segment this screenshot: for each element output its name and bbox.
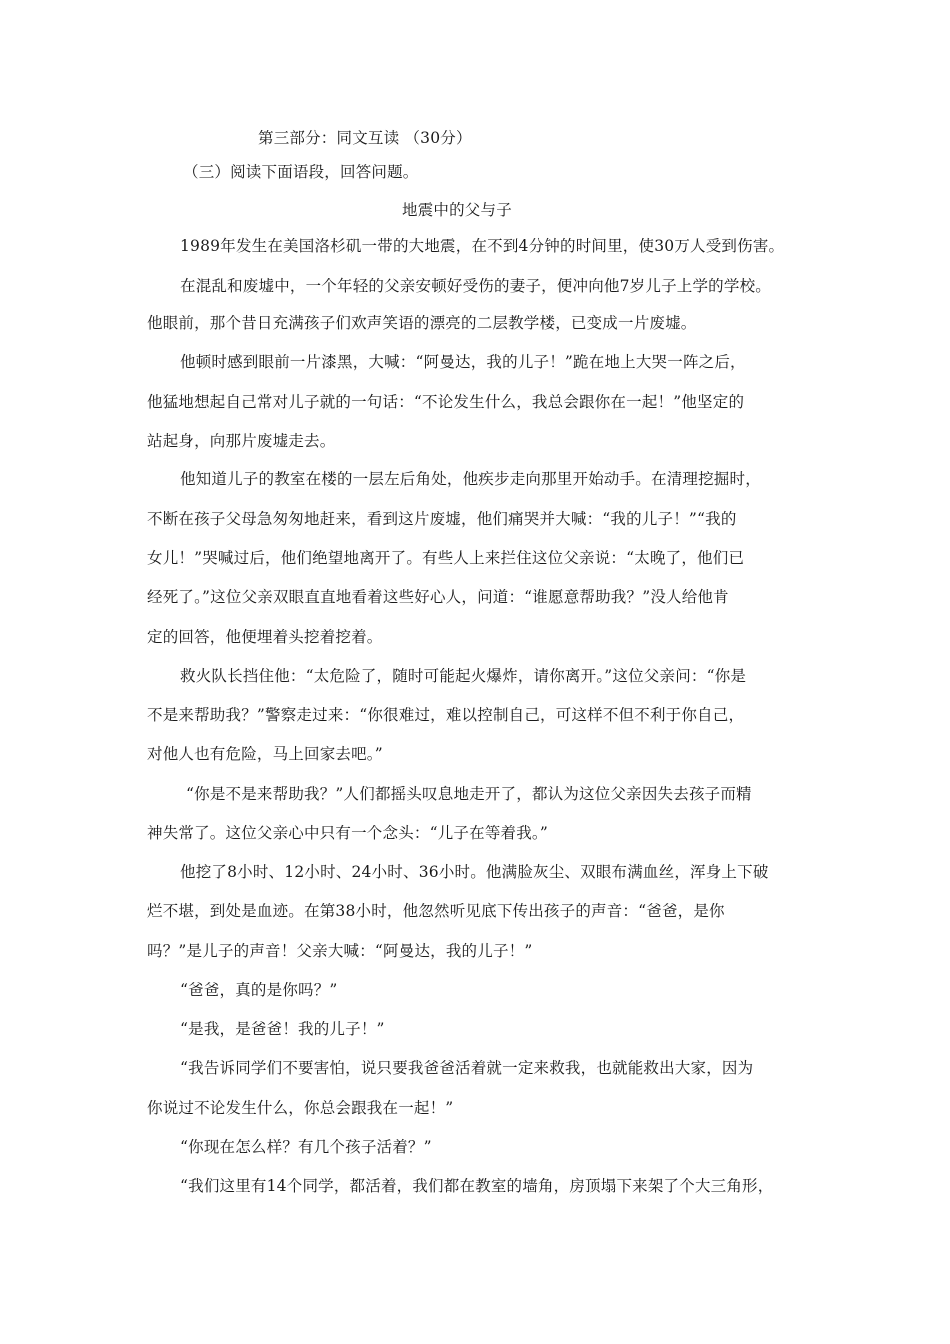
paragraph-line: “我们这里有14个同学，都活着，我们都在教室的墙角，房顶塌下来架了个大三角形，	[180, 1177, 774, 1195]
paragraph-line: 定的回答，他便埋着头挖着挖着。	[147, 628, 383, 646]
paragraph-line: “你现在怎么样？有几个孩子活着？”	[180, 1138, 432, 1156]
paragraph-line: 烂不堪，到处是血迹。在第38小时，他忽然听见底下传出孩子的声音：“爸爸，是你	[147, 902, 725, 920]
paragraph-line: 他挖了8小时、12小时、24小时、36小时。他满脸灰尘、双眼布满血丝，浑身上下破	[180, 863, 769, 881]
paragraph-line: 他猛地想起自己常对儿子就的一句话：“不论发生什么，我总会跟你在一起！”他坚定的	[147, 393, 745, 411]
paragraph-line: 女儿！”哭喊过后，他们绝望地离开了。有些人上来拦住这位父亲说：“太晚了，他们已	[147, 549, 745, 567]
paragraph-line: 不是来帮助我？”警察走过来：“你很难过，难以控制自己，可这样不但不利于你自己，	[147, 706, 745, 724]
paragraph-line: 神失常了。这位父亲心中只有一个念头：“儿子在等着我。”	[147, 824, 548, 842]
paragraph-line: 不断在孩子父母急匆匆地赶来，看到这片废墟，他们痛哭并大喊：“我的儿子！”“我的	[147, 510, 737, 528]
paragraph-line: 吗？”是儿子的声音！父亲大喊：“阿曼达，我的儿子！”	[147, 942, 533, 960]
paragraph-line: “你是不是来帮助我？”人们都摇头叹息地走开了，都认为这位父亲因失去孩子而精	[186, 785, 752, 803]
paragraph-line: 他知道儿子的教室在楼的一层左后角处，他疾步走向那里开始动手。在清理挖掘时，	[180, 470, 761, 488]
instruction: （三）阅读下面语段，回答问题。	[183, 163, 419, 181]
paragraph-line: 他顿时感到眼前一片漆黑，大喊：“阿曼达，我的儿子！”跪在地上大哭一阵之后，	[180, 353, 746, 371]
paragraph-line: 你说过不论发生什么，你总会跟我在一起！”	[147, 1099, 454, 1117]
paragraph-line: “爸爸，真的是你吗？”	[180, 981, 338, 999]
paragraph-line: 1989年发生在美国洛杉矶一带的大地震，在不到4分钟的时间里，使30万人受到伤害。	[180, 237, 785, 255]
paragraph-line: 对他人也有危险，马上回家去吧。”	[147, 745, 383, 763]
section-heading: 第三部分：同文互读 （30分）	[258, 129, 472, 147]
paragraph-line: 经死了。”这位父亲双眼直直地看着这些好心人，问道：“谁愿意帮助我？”没人给他肯	[147, 588, 729, 606]
paragraph-line: 在混乱和废墟中，一个年轻的父亲安顿好受伤的妻子，便冲向他7岁儿子上学的学校。	[180, 277, 771, 295]
paragraph-line: “我告诉同学们不要害怕，说只要我爸爸活着就一定来救我，也就能救出大家，因为	[180, 1059, 754, 1077]
paragraph-line: 他眼前，那个昔日充满孩子们欢声笑语的漂亮的二层教学楼，已变成一片废墟。	[147, 314, 697, 332]
paragraph-line: 站起身，向那片废墟走去。	[147, 432, 336, 450]
paragraph-line: “是我，是爸爸！我的儿子！”	[180, 1020, 385, 1038]
paragraph-line: 救火队长挡住他：“太危险了，随时可能起火爆炸，请你离开。”这位父亲问：“你是	[180, 667, 747, 685]
article-title: 地震中的父与子	[402, 201, 512, 219]
